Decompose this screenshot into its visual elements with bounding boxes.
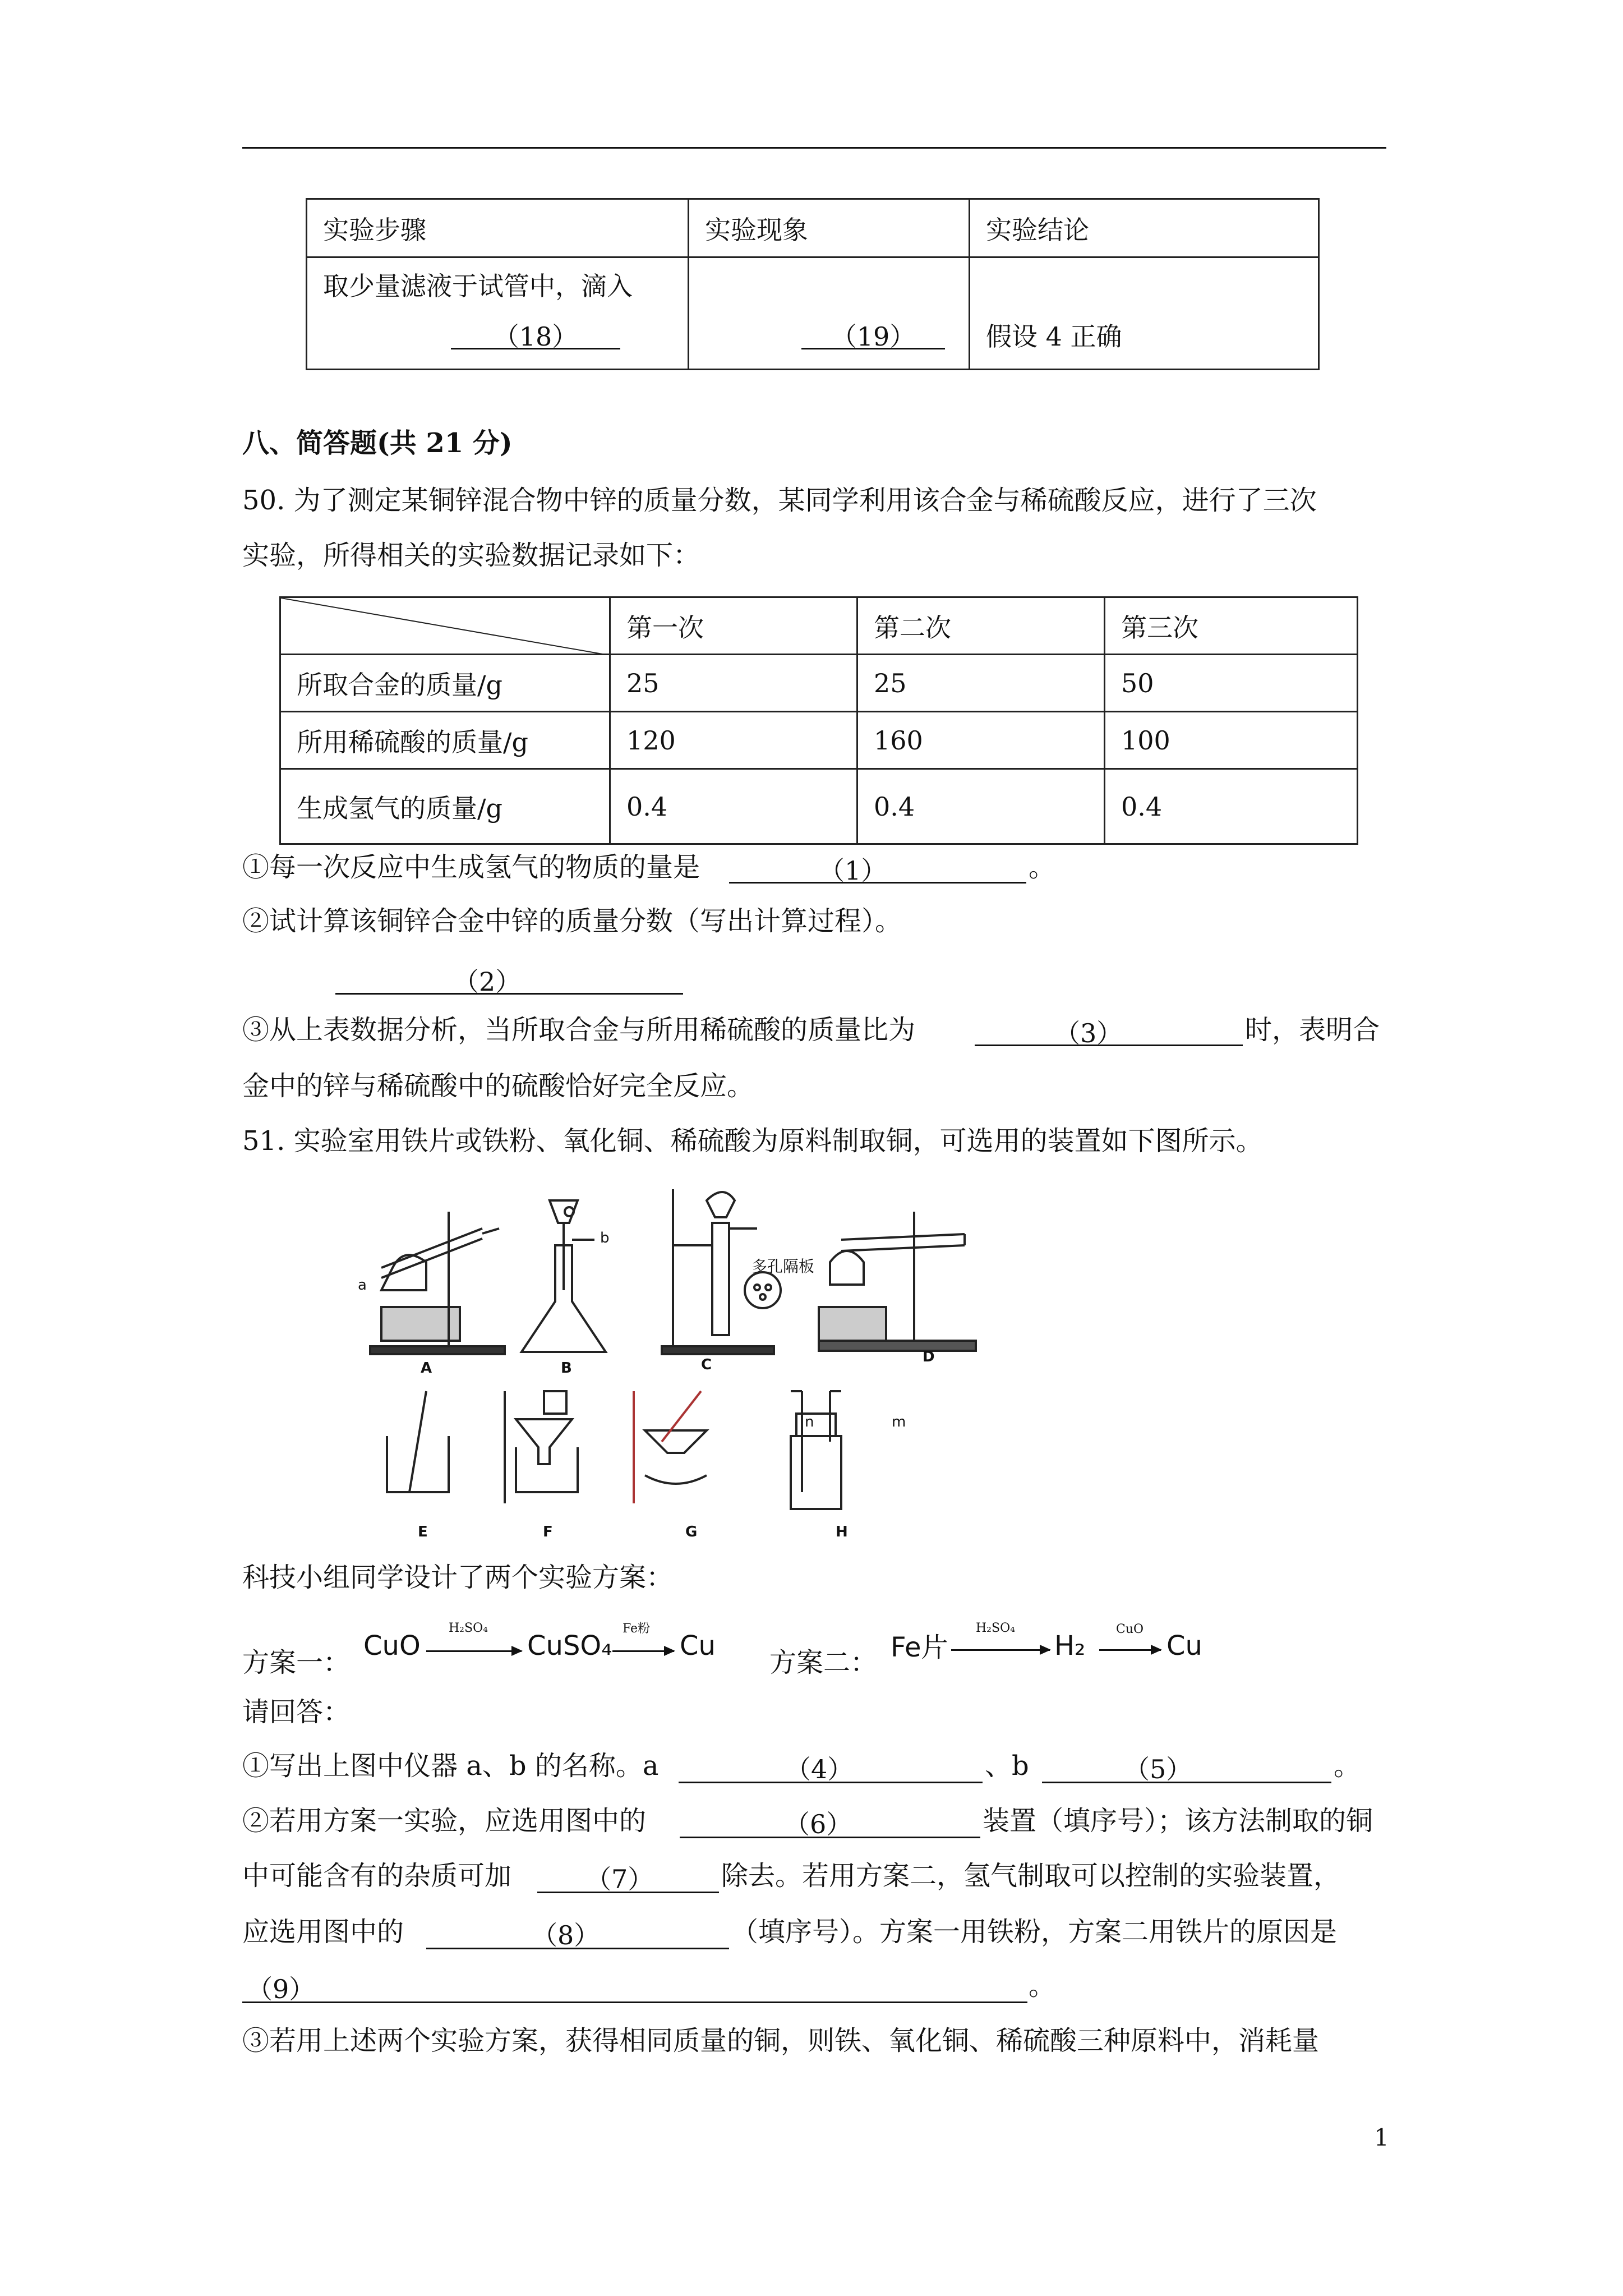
blank-2-label: （2） xyxy=(453,967,522,997)
row-label-hydrogen: 生成氢气的质量/g xyxy=(280,769,610,844)
blank-18-label: （18） xyxy=(493,321,578,352)
s1-end: 。 xyxy=(1334,1750,1361,1782)
label-c-apparatus: C xyxy=(701,1356,712,1373)
q50-sub2-text: ②试计算该铜锌合金中锌的质量分数（写出计算过程）。 xyxy=(242,905,902,937)
cell: 120 xyxy=(610,712,857,769)
cell: 25 xyxy=(857,655,1105,712)
s1-text: ①写出上图中仪器 a、b 的名称。a xyxy=(242,1750,659,1782)
plan2-end: Cu xyxy=(1166,1630,1202,1662)
phenomenon-cell xyxy=(689,257,970,370)
header-step: 实验步骤 xyxy=(307,199,689,257)
blank-9 xyxy=(242,2001,1027,2003)
cell: 50 xyxy=(1105,655,1358,712)
s3-text: ③若用上述两个实验方案，获得相同质量的铜，则铁、氧化铜、稀硫酸三种原料中，消耗量 xyxy=(242,2025,1320,2056)
plan2-mid: H₂ xyxy=(1054,1630,1086,1662)
blank-6-label: （6） xyxy=(784,1809,852,1839)
apparatus-h xyxy=(791,1391,841,1509)
plan2-reagent2: CuO xyxy=(1116,1622,1144,1636)
label-g-apparatus: G xyxy=(685,1524,698,1540)
data-table xyxy=(279,596,1358,845)
q50-sub3-text-b: 时，表明合 xyxy=(1245,1014,1380,1046)
diagonal-line xyxy=(281,598,609,655)
label-f-apparatus: F xyxy=(543,1524,553,1540)
apparatus-d xyxy=(819,1212,976,1351)
label-small-m: m xyxy=(892,1414,906,1430)
plan1-reagent1: H₂SO₄ xyxy=(449,1621,488,1635)
blank-9-label: （9） xyxy=(247,1974,315,2004)
cell: 0.4 xyxy=(1105,769,1358,844)
apparatus-f xyxy=(505,1391,578,1503)
row-label-acid: 所用稀硫酸的质量/g xyxy=(280,712,610,769)
blank-1-label: （1） xyxy=(819,855,887,886)
label-small-b: b xyxy=(600,1230,610,1246)
diagonal-header-cell xyxy=(280,597,610,655)
plan2-arrow2 xyxy=(1099,1649,1161,1651)
label-e-apparatus: E xyxy=(418,1524,428,1540)
s2-line3-b: （填序号）。方案一用铁粉，方案二用铁片的原因是 xyxy=(731,1916,1338,1948)
plan1-arrow2 xyxy=(612,1650,674,1652)
blank-4-label: （4） xyxy=(785,1754,854,1784)
s2-line4-end: 。 xyxy=(1029,1970,1056,2001)
s2-line2-b: 除去。若用方案二，氢气制取可以控制的实验装置， xyxy=(721,1860,1341,1892)
porous-plate-label: 多孔隔板 xyxy=(751,1257,815,1276)
apparatus-a xyxy=(370,1212,505,1354)
plan-intro: 科技小组同学设计了两个实验方案： xyxy=(242,1562,674,1593)
label-b-apparatus: B xyxy=(561,1360,572,1377)
step-text: 取少量滤液于试管中，滴入 xyxy=(323,271,633,301)
plan1-start: CuO xyxy=(363,1630,421,1662)
cell: 0.4 xyxy=(857,769,1105,844)
cell: 160 xyxy=(857,712,1105,769)
blank-8-label: （8） xyxy=(532,1920,600,1950)
q50-sub3-text-a: ③从上表数据分析，当所取合金与所用稀硫酸的质量比为 xyxy=(242,1014,916,1046)
q50-sub3-line2: 金中的锌与稀硫酸中的硫酸恰好完全反应。 xyxy=(242,1070,754,1102)
col-header-3: 第三次 xyxy=(1105,597,1358,655)
conclusion-cell xyxy=(970,257,1319,370)
cell: 0.4 xyxy=(610,769,857,844)
please-answer: 请回答： xyxy=(242,1696,351,1728)
plan2-reagent1: H₂SO₄ xyxy=(976,1621,1015,1635)
plan2-start: Fe片 xyxy=(891,1632,948,1663)
col-header-1: 第一次 xyxy=(610,597,857,655)
label-h-apparatus: H xyxy=(836,1524,848,1540)
plan1-label: 方案一： xyxy=(242,1647,351,1678)
experiment-table xyxy=(306,198,1320,370)
s2-text-a: ②若用方案一实验，应选用图中的 xyxy=(242,1805,647,1837)
s1-sep: 、b xyxy=(985,1750,1029,1782)
q50-sub1-end: 。 xyxy=(1029,852,1056,883)
blank-19 xyxy=(801,316,945,352)
page-number: 1 xyxy=(1374,2124,1389,2151)
q50-line1: 50. 为了测定某铜锌混合物中锌的质量分数，某同学利用该合金与稀硫酸反应，进行了三次 xyxy=(242,485,1317,516)
label-a-apparatus: A xyxy=(421,1360,432,1377)
cell: 100 xyxy=(1105,712,1358,769)
q51-line1: 51. 实验室用铁片或铁粉、氧化铜、稀硫酸为原料制取铜，可选用的装置如下图所示。 xyxy=(242,1125,1263,1157)
plan2-arrow1 xyxy=(951,1649,1050,1651)
section-title: 八、简答题(共 21 分) xyxy=(242,427,513,459)
label-small-a: a xyxy=(358,1277,367,1294)
blank-5-label: （5） xyxy=(1124,1754,1192,1784)
plan1-end: Cu xyxy=(680,1630,716,1662)
plan1-arrow1 xyxy=(426,1650,522,1652)
label-d-apparatus: D xyxy=(923,1349,935,1365)
s2-text-b: 装置（填序号）；该方法制取的铜 xyxy=(983,1805,1373,1837)
col-header-2: 第二次 xyxy=(857,597,1105,655)
label-small-n: n xyxy=(805,1414,814,1430)
blank-7-label: （7） xyxy=(585,1864,654,1894)
plan1-reagent2: Fe粉 xyxy=(623,1622,651,1636)
s2-line3-a: 应选用图中的 xyxy=(242,1916,404,1948)
apparatus-e xyxy=(387,1391,449,1492)
step-cell xyxy=(307,257,689,370)
q50-sub1-text: ①每一次反应中生成氢气的物质的量是 xyxy=(242,852,700,883)
header-conclusion: 实验结论 xyxy=(970,199,1319,257)
blank-3-label: （3） xyxy=(1054,1018,1123,1048)
apparatus-b xyxy=(522,1200,606,1352)
header-phenomenon: 实验现象 xyxy=(689,199,970,257)
plan2-label: 方案二： xyxy=(769,1647,878,1678)
blank-18 xyxy=(451,316,620,352)
apparatus-figure xyxy=(348,1178,1066,1571)
q50-line2: 实验，所得相关的实验数据记录如下： xyxy=(242,540,700,571)
s2-line2-a: 中可能含有的杂质可加 xyxy=(242,1860,512,1892)
conclusion-text: 假设 4 正确 xyxy=(986,321,1122,352)
header-rule xyxy=(242,147,1386,149)
row-label-alloy: 所取合金的质量/g xyxy=(280,655,610,712)
blank-19-label: （19） xyxy=(831,321,916,352)
cell: 25 xyxy=(610,655,857,712)
plan1-mid: CuSO₄ xyxy=(527,1630,612,1662)
apparatus-g xyxy=(634,1391,707,1503)
